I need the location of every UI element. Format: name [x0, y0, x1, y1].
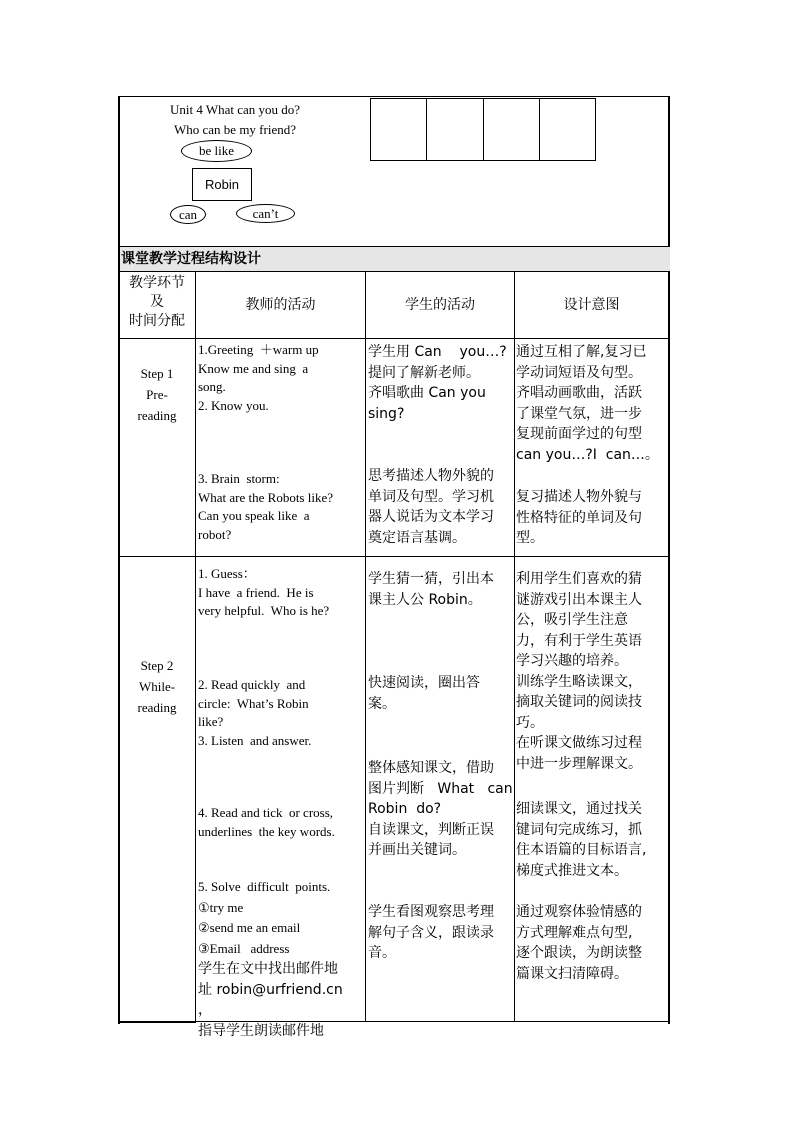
step2-student-d: 学生看图观察思考理 解句子含义，跟读录 音。: [368, 904, 494, 961]
header-stage: 教学环节 及 时间分配: [129, 275, 185, 329]
step1-student-b: 思考描述人物外貌的 单词及句型。学习机 器人说话为文本学习 奠定语言基调。: [368, 468, 494, 546]
section-title: 课堂教学过程结构设计: [120, 247, 670, 271]
step2-student-a: 学生猜一猜，引出本 课主人公 Robin。: [368, 571, 494, 608]
step1-teacher-a: 1.Greeting ＋warm up Know me and sing a song. 2. Know you.: [198, 342, 319, 413]
header-student: 学生的活动: [405, 297, 475, 313]
step2-student-c: 整体感知课文，借助 图片判断 What can Robin do? 自读课文，判断正误 并画出关键词。: [368, 760, 513, 858]
oval-cant: can’t: [236, 204, 295, 223]
step2-teacher-e: 学生在文中找出邮件地 址 robin@urfriend.cn ， 指导学生朗读邮件地: [198, 961, 343, 1039]
header-intent: 设计意图: [563, 297, 620, 313]
step2-intent-a: 利用学生们喜欢的猜 谜游戏引出本课主人 公，吸引学生注意 力，有利于学生英语 学习兴趣的培养。 训练学生略读课文， 摘取关键词的阅读技 巧。 在听课文做练习过程 中进一步理解课文。: [516, 571, 642, 772]
step1-label: Step 1 Pre- reading: [137, 366, 177, 423]
step2-student-b: 快速阅读，圈出答 案。: [368, 675, 480, 712]
board-subtitle: Who can be my friend?: [173, 122, 296, 137]
step2-intent-c: 通过观察体验情感的 方式理解难点句型, 逐个跟读，为朗读整 篇课文扫清障碍。: [516, 904, 642, 982]
step1-intent-b: 复习描述人物外貌与 性格特征的单词及句 型。: [516, 489, 642, 546]
step2-teacher-c: 4. Read and tick or cross, underlines the key words.: [198, 805, 335, 839]
step2-intent-b: 细读课文，通过找关 键词句完成练习，抓 住本语篇的目标语言, 梯度式推进文本。: [516, 801, 647, 879]
board-title: Unit 4 What can you do?: [169, 102, 301, 117]
step2-teacher-a: 1. Guess： I have a friend. He is very helpful. Who is he?: [198, 566, 330, 618]
step2-teacher-b: 2. Read quickly and circle: What’s Robin like? 3. Listen and answer.: [198, 677, 312, 748]
oval-can: can: [170, 205, 206, 224]
oval-be-like: be like: [181, 140, 252, 162]
step1-teacher-b: 3. Brain storm: What are the Robots like? Can you speak like a robot?: [198, 471, 334, 542]
step2-teacher-d: 5. Solve difficult points. ①try me ②send me an email ③Email address: [198, 879, 331, 956]
step1-intent-a: 通过互相了解,复习已 学动词短语及句型。 齐唱动画歌曲，活跃 了课堂气氛，进一步 复现前面学过的句型 can you…?I can…。: [516, 344, 659, 463]
header-teacher: 教师的活动: [245, 297, 316, 313]
robin-box: Robin: [192, 168, 252, 201]
step2-label: Step 2 While- reading: [137, 658, 177, 715]
step1-student-a: 学生用 Can you…? 提问了解新老师。 齐唱歌曲 Can you sing?: [368, 344, 507, 422]
